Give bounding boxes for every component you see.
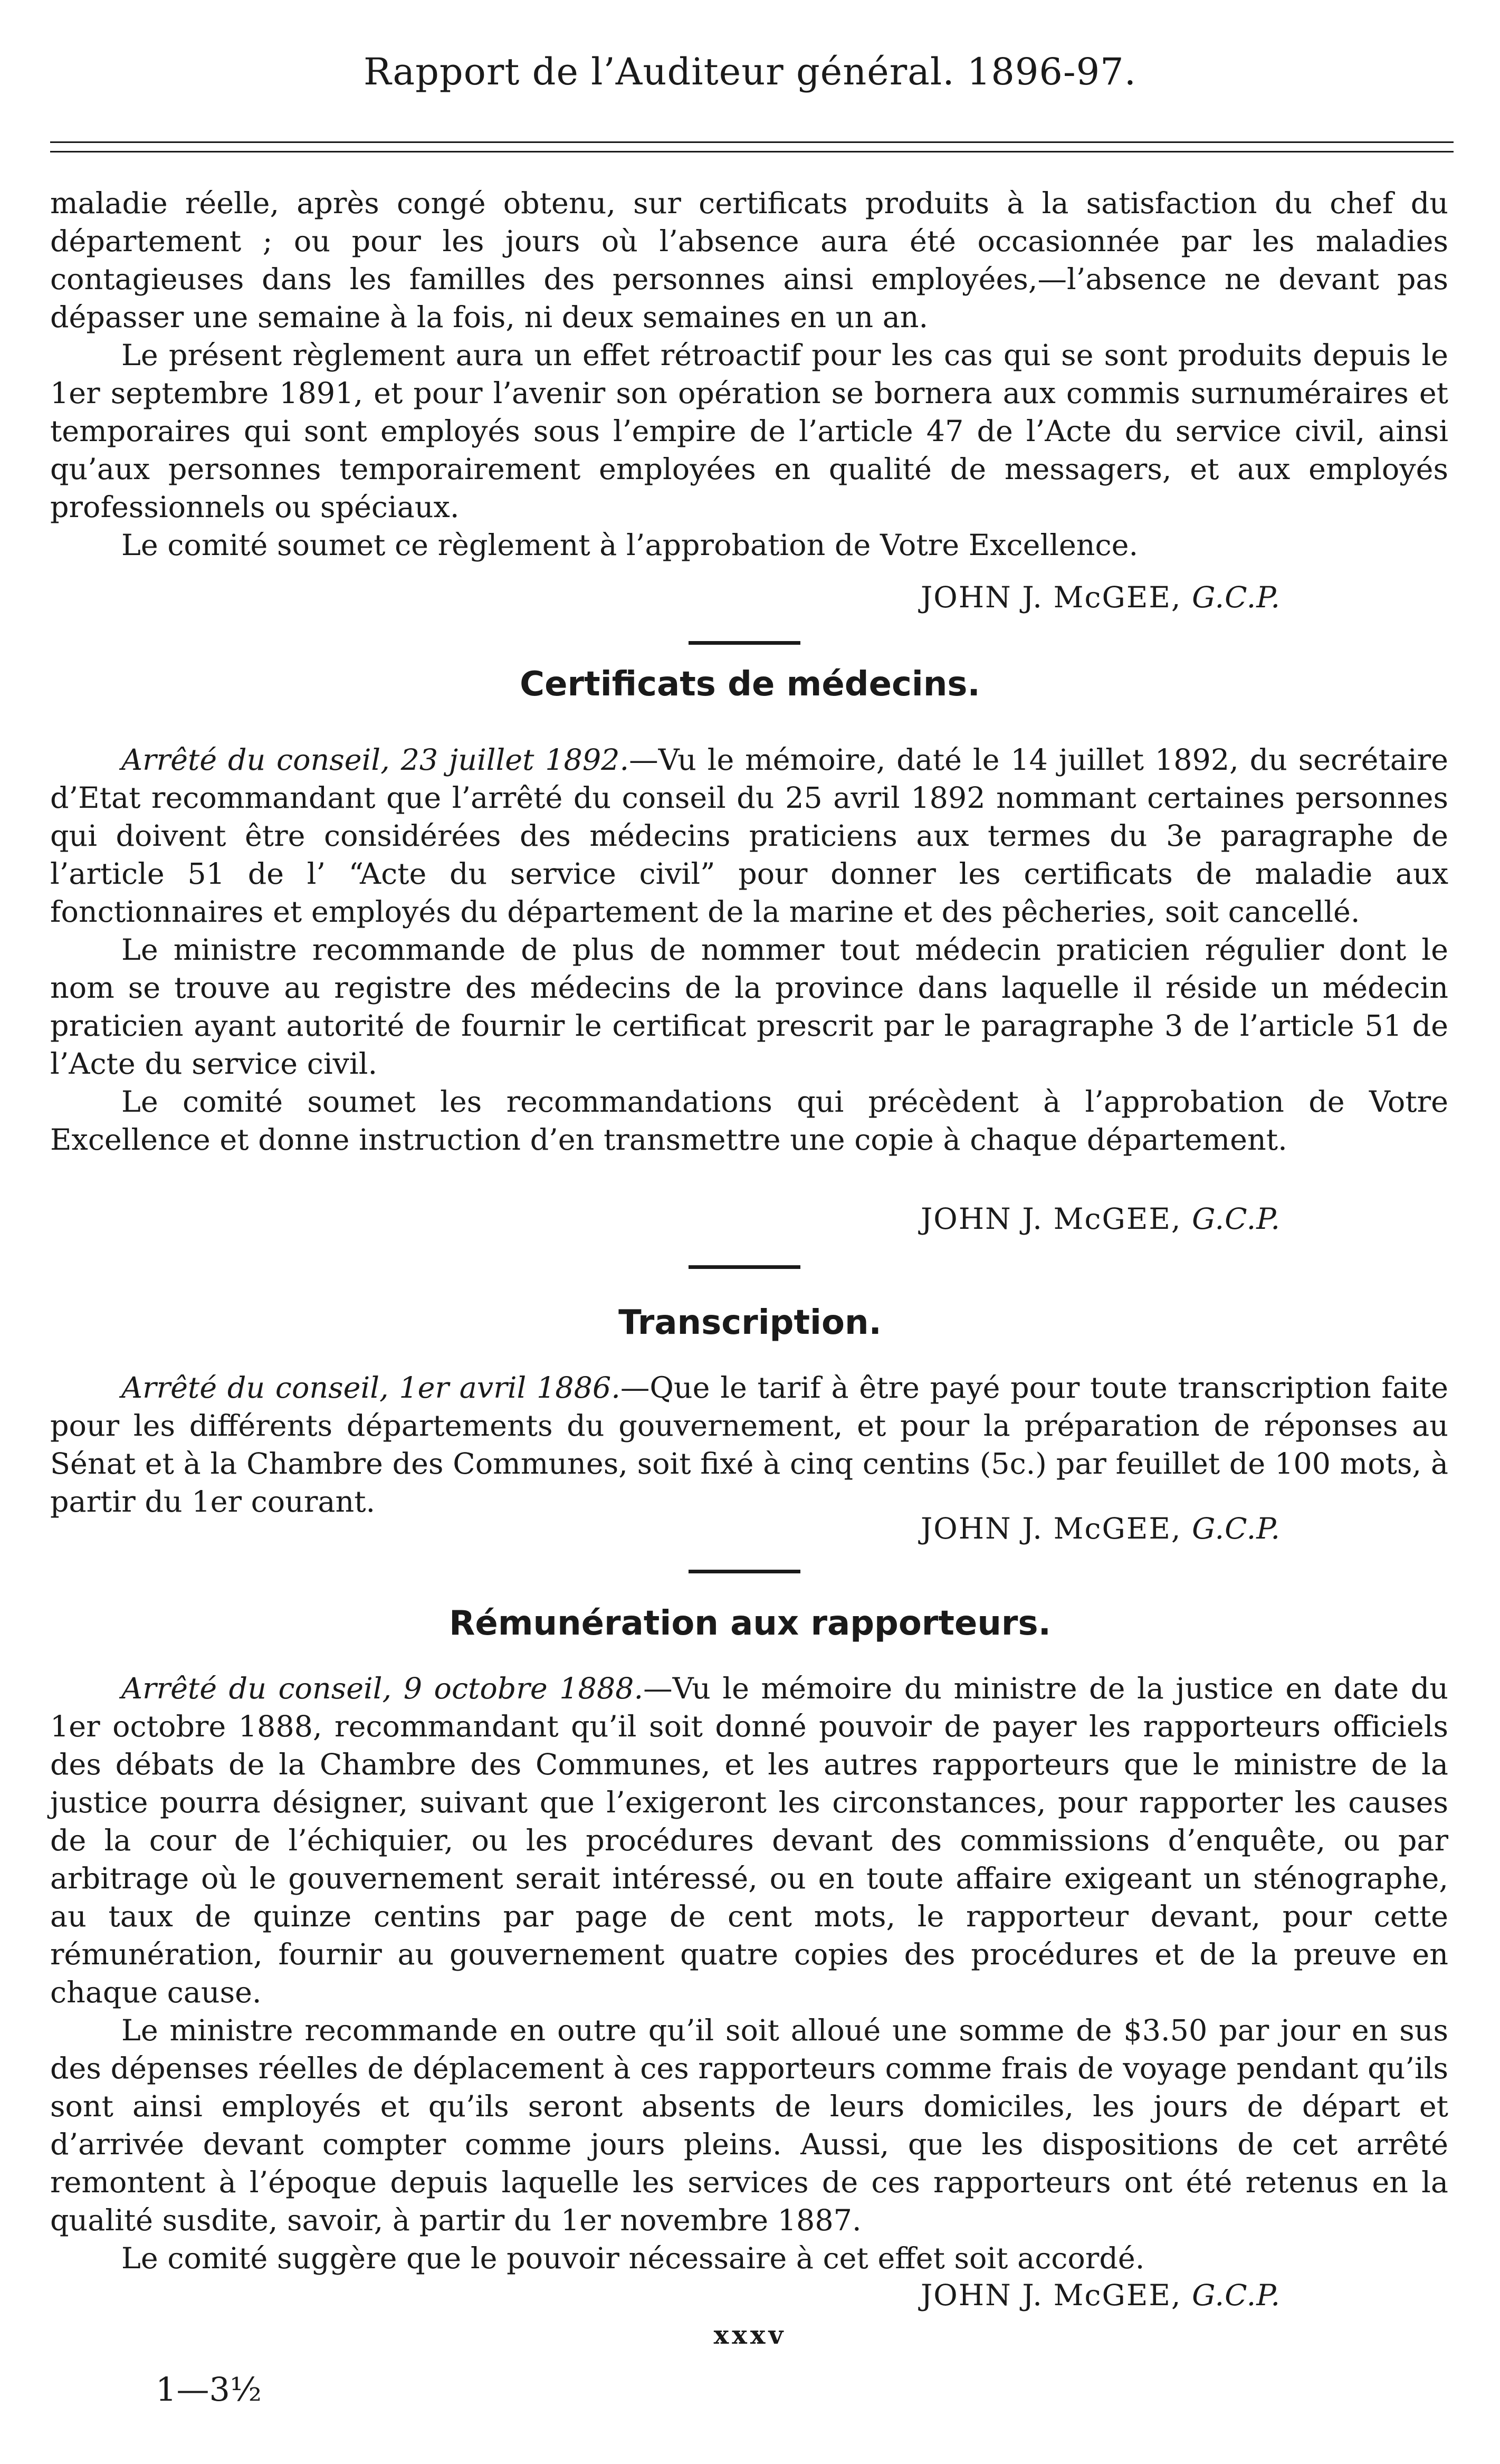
signature-title: G.C.P. [1192,580,1281,615]
running-head: Rapport de l’Auditeur général. 1896-97. [364,50,1136,93]
section-heading-certificats: Certificats de médecins. [520,665,980,704]
page-number: xxxv [713,2320,787,2350]
signature-mark: 1—3½ [156,2370,262,2409]
section-divider [689,1570,800,1573]
order-lead: Arrêté du conseil, 9 octobre 1888. [121,1672,644,1706]
paragraph-text: —Vu le mémoire du ministre de la justice en date du 1er octobre 1888, recommandant qu’il soit donné pouvoir de payer les rapporteurs officiels des débats de la Chambre des Communes, et les autres rapporteurs que le ministre de la justice pourra désigner, suivant que l’exigeront les circonstances, pour rapporter les causes de la cour de l’échiquier, ou les procédures devant des commissions d’enquête, ou par arbitrage où le gouvernement serait intéressé, ou en toute affaire exigeant un sténographe, au taux de quinze centins par page de cent mots, le rapporteur devant, pour cette rémunération, fournir au gouvernement quatre copies des procédures et de la preuve en chaque cause. [50,1672,1449,2010]
intro-signature [921,580,1281,615]
order-lead: Arrêté du conseil, 1er avril 1886. [121,1371,620,1405]
certificats-paragraph-2: Le ministre recommande de plus de nommer tout médecin praticien régulier dont le nom se trouve au registre des médecins de la province dans laquelle il réside un médecin praticien ayant autorité de fournir le certificat prescrit par le paragraphe 3 de l’article 51 de l’Acte du service civil. [50,933,1448,1081]
section-heading-transcription: Transcription. [618,1303,882,1342]
paragraph-text: —Que le tarif à être payé pour toute transcription faite pour les différents départements du gouvernement, et pour la préparation de réponses au Sénat et à la Chambre des Communes, soit fixé à cinq centins (5c.) par feuillet de 100 mots, à partir du 1er courant. [50,1371,1448,1519]
remuneration-paragraph-3: Le comité suggère que le pouvoir nécessaire à cet effet soit accordé. [121,2241,1145,2276]
transcription-section [50,1369,1448,1521]
transcription-signature [921,1512,1281,1546]
remuneration-paragraph-2: Le ministre recommande en outre qu’il soit alloué une somme de $3.50 par jour en sus des dépenses réelles de déplacement à ces rapporteurs comme frais de voyage pendant qu’ils sont ainsi employés et qu’ils seront absents de leurs domiciles, les jours de départ et d’arrivée devant compter comme jours pleins. Aussi, que les dispositions de cet arrêté remontent à l’époque depuis laquelle les services de ces rapporteurs ont été retenus en la qualité susdite, savoir, à partir du 1er novembre 1887. [50,2013,1448,2238]
certificats-paragraph-3: Le comité soumet les recommandations qui précèdent à l’approbation de Votre Excellence et donne instruction d’en transmettre une copie à chaque département. [50,1085,1448,1157]
section-divider [689,1265,800,1269]
signature-title: G.C.P. [1192,2278,1281,2313]
transcription-paragraph-1 [50,1369,1448,1521]
section-divider [689,641,800,645]
intro-paragraph-2: Le présent règlement aura un effet rétroactif pour les cas qui se sont produits depuis le 1er septembre 1891, et pour l’avenir son opération se bornera aux commis surnuméraires et temporaires qui sont employés sous l’empire de l’article 47 de l’Acte du service civil, ainsi qu’aux personnes temporairement employées en qualité de messagers, et aux employés professionnels ou spéciaux. [50,338,1448,524]
intro-paragraph-1: maladie réelle, après congé obtenu, sur certificats produits à la satisfaction du chef du département ; ou pour les jours où l’absence aura été occasionnée par les maladies contagieuses dans les familles des personnes ainsi employées,—l’absence ne devant pas dépasser une semaine à la fois, ni deux semaines en un an. [50,186,1448,335]
certificats-section [50,741,1448,1159]
signature-title: G.C.P. [1192,1512,1281,1546]
header-rule-top [50,141,1454,143]
header-rule-bottom [50,151,1454,152]
remuneration-signature [921,2278,1281,2313]
paragraph-text: —Vu le mémoire, daté le 14 juillet 1892, du secrétaire d’Etat recommandant que l’arrêté du conseil du 25 avril 1892 nommant certaines personnes qui doivent être considérées des médecins praticiens aux termes du 3e paragraphe de l’article 51 de l’ “Acte du service civil” pour donner les certificats de maladie aux fonctionnaires et employés du département de la marine et des pêcheries, soit cancellé. [50,743,1448,929]
intro-paragraph-3: Le comité soumet ce règlement à l’approbation de Votre Excellence. [121,528,1139,562]
signature-name: JOHN J. McGEE, [921,1202,1182,1236]
signature-name: JOHN J. McGEE, [921,2278,1182,2313]
intro-section [50,185,1448,565]
signature-name: JOHN J. McGEE, [921,580,1182,615]
remuneration-section [50,1670,1448,2278]
order-lead: Arrêté du conseil, 23 juillet 1892. [121,743,629,777]
section-heading-remuneration: Rémunération aux rapporteurs. [449,1604,1051,1643]
remuneration-paragraph-1 [50,1670,1448,2012]
signature-name: JOHN J. McGEE, [921,1512,1182,1546]
certificats-paragraph-1 [50,741,1448,931]
signature-title: G.C.P. [1192,1202,1281,1236]
certificats-signature [921,1202,1281,1236]
